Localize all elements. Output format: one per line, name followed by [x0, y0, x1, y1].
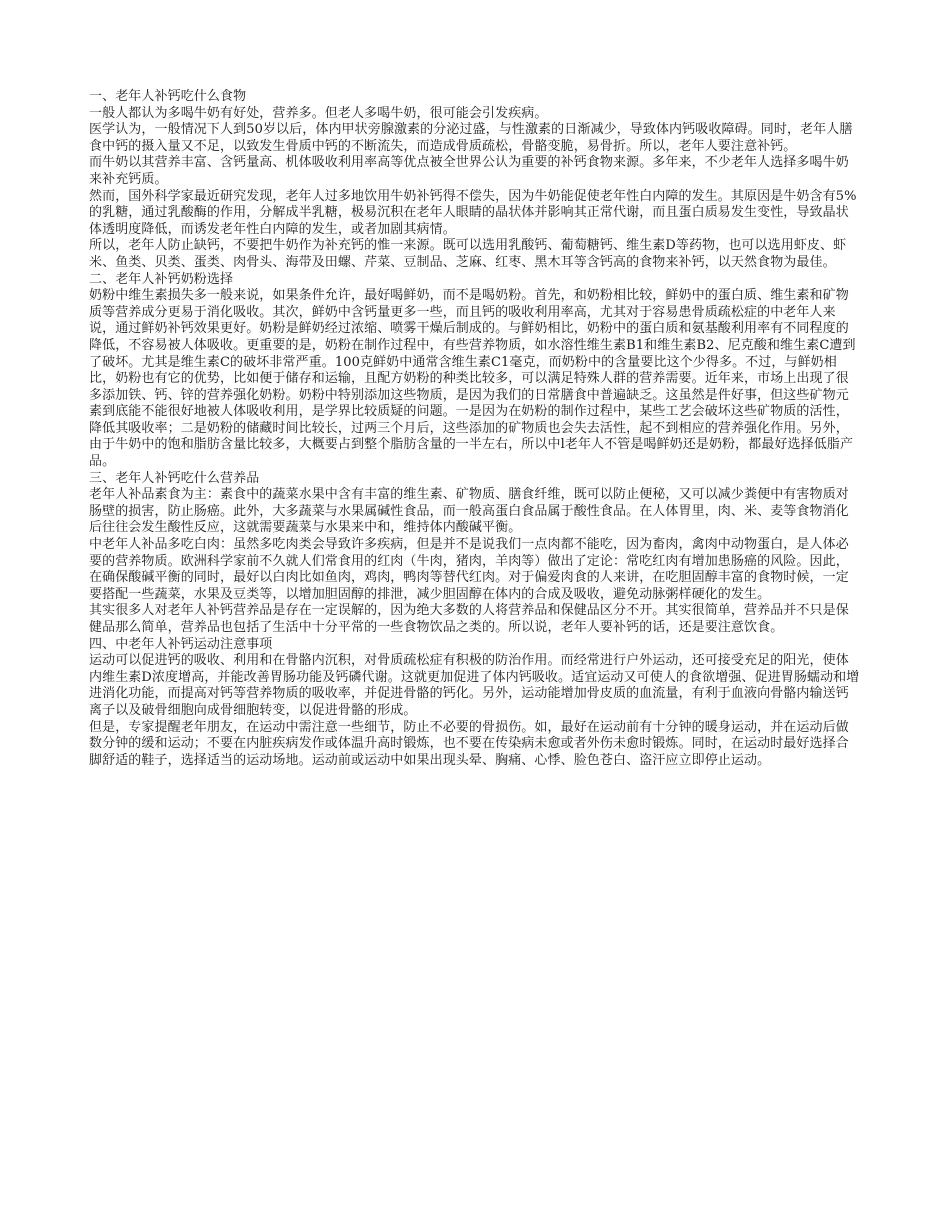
- paragraph: 奶粉中维生素损失多一般来说，如果条件允许，最好喝鲜奶，而不是喝奶粉。首先，和奶粉相比较，鲜奶中的蛋白质、维生素和矿物质等营养成分更易于消化吸收。其次，鲜奶中含钙量更多一些，而且钙的吸收利用率高，尤其对于容易患骨质疏松症的中老年人来说，通过鲜奶补钙效果更好。奶粉是鲜奶经过浓缩、喷雾干燥后制成的。与鲜奶相比，奶粉中的蛋白质和氨基酸利用率有不同程度的降低，不容易被人体吸收。更重要的是，奶粉在制作过程中，有些营养物质，如水溶性维生素B1和维生素B2、尼克酸和维生素C遭到了破坏。尤其是维生素C的破坏非常严重。100克鲜奶中通常含维生素C1毫克，而奶粉中的含量要比这个少得多。不过，与鲜奶相比，奶粉也有它的优势，比如便于储存和运输，且配方奶粉的种类比较多，可以满足特殊人群的营养需要。近年来，市场上出现了很多添加铁、钙、锌的营养强化奶粉。奶粉中特别添加这些物质，是因为我们的日常膳食中普遍缺乏。这虽然是件好事，但这些矿物元素到底能不能很好地被人体吸收利用，是学界比较质疑的问题。一是因为在奶粉的制作过程中，某些工艺会破坏这些矿物质的活性，降低其吸收率；二是奶粉的储藏时间比较长，过两三个月后，这些添加的矿物质也会失去活性，起不到相应的营养强化作用。另外，由于牛奶中的饱和脂肪含量比较多，大概要占到整个脂肪含量的一半左右，所以中l老年人不管是喝鲜奶还是奶粉，都最好选择低脂产品。: [89, 288, 856, 470]
- document-body: [89, 89, 861, 769]
- section-heading: 一、老年人补钙吃什么食物: [89, 89, 247, 104]
- section-heading: 二、老年人补钙奶粉选择: [89, 271, 234, 287]
- paragraph: 但是，专家提醒老年朋友，在运动中需注意一些细节，防止不必要的骨损伤。如，最好在运动前有十分钟的暖身运动，并在运动后做数分钟的缓和运动；不要在内脏疾病发作或体温升高时锻炼，也不要在传染病未愈或者外伤未愈时锻炼。同时，在运动时最好选择合脚舒适的鞋子，选择适当的运动场地。运动前或运动中如果出现头晕、胸痛、心悸、脸色苍白、盗汗应立即停止运动。: [89, 719, 849, 768]
- paragraph: 一般人都认为多喝牛奶有好处，营养多。但老人多喝牛奶，很可能会引发疾病。: [89, 105, 548, 121]
- section-heading: 四、中老年人补钙运动注意事项: [89, 636, 273, 652]
- section-1: [89, 89, 861, 272]
- section-2: [89, 272, 861, 471]
- paragraph: 老年人补品素食为主：素食中的蔬菜水果中含有丰富的维生素、矿物质、膳食纤维，既可以防止便秘，又可以减少粪便中有害物质对肠壁的损害，防止肠癌。此外，大多蔬菜与水果属碱性食品，而一般高蛋白食品属于酸性食品。在人体胃里，肉、米、麦等食物消化后往往会发生酸性反应，这就需要蔬菜与水果来中和，维持体内酸碱平衡。: [89, 487, 849, 536]
- paragraph: 其实很多人对老年人补钙营养品是存在一定误解的，因为绝大多数的人将营养品和保健品区分不开。其实很简单，营养品并不只是保健品那么简单，营养品也包括了生活中十分平常的一些食物饮品之类的。所以说，老年人要补钙的话，还是要注意饮食。: [89, 603, 849, 635]
- paragraph: 中老年人补品多吃白肉：虽然多吃肉类会导致许多疾病，但是并不是说我们一点肉都不能吃，因为畜肉，禽肉中动物蛋白，是人体必要的营养物质。欧洲科学家前不久就人们常食用的红肉（牛肉，猪肉，羊肉等）做出了定论：常吃红肉有增加患肠癌的风险。因此，在确保酸碱平衡的同时，最好以白肉比如鱼肉，鸡肉，鸭肉等替代红肉。对于偏爱肉食的人来讲，在吃胆固醇丰富的食物时候，一定要搭配一些蔬菜，水果及豆类等，以增加胆固醇的排泄，减少胆固醇在体内的合成及吸收，避免动脉粥样硬化的发生。: [89, 537, 849, 602]
- section-heading: 三、老年人补钙吃什么营养品: [89, 470, 260, 486]
- paragraph: 然而，国外科学家最近研究发现，老年人过多地饮用牛奶补钙得不偿失，因为牛奶能促使老年性白内障的发生。其原因是牛奶含有5%的乳糖，通过乳酸酶的作用，分解成半乳糖，极易沉积在老年人眼睛的晶状体并影响其正常代谢，而且蛋白质易发生变性，导致晶状体透明度降低，而诱发老年性白内障的发生，或者加剧其病情。: [89, 188, 857, 237]
- section-3: [89, 471, 861, 637]
- paragraph: 所以，老年人防止缺钙，不要把牛奶作为补充钙的惟一来源。既可以选用乳酸钙、葡萄糖钙、维生素D等药物，也可以选用虾皮、虾米、鱼类、贝类、蛋类、肉骨头、海带及田螺、芹菜、豆制品、芝麻、红枣、黑木耳等含钙高的食物来补钙，以天然食物为最佳。: [89, 238, 847, 270]
- paragraph: 运动可以促进钙的吸收、利用和在骨骼内沉积，对骨质疏松症有积极的防治作用。而经常进行户外运动，还可接受充足的阳光，使体内维生素D浓度增高，并能改善胃肠功能及钙磷代谢。这就更加促进了体内钙吸收。适宜运动又可使人的食欲增强、促进胃肠蠕动和增进消化功能，而提高对钙等营养物质的吸收率，并促进骨骼的钙化。另外，运动能增加骨皮质的血流量，有利于血液向骨骼内输送钙离子以及破骨细胞向成骨细胞转变，以促进骨骼的形成。: [89, 653, 860, 718]
- section-4: [89, 637, 861, 770]
- paragraph: 而牛奶以其营养丰富、含钙量高、机体吸收利用率高等优点被全世界公认为重要的补钙食物来源。多年来，不少老年人选择多喝牛奶来补充钙质。: [89, 155, 849, 187]
- paragraph: 医学认为，一般情况下人到50岁以后，体内甲状旁腺激素的分泌过盛，与性激素的日渐减少，导致体内钙吸收障碍。同时，老年人膳食中钙的摄入量又不足，以致发生骨质中钙的不断流失，而造成骨质疏松，骨骼变脆，易骨折。所以，老年人要注意补钙。: [89, 122, 853, 154]
